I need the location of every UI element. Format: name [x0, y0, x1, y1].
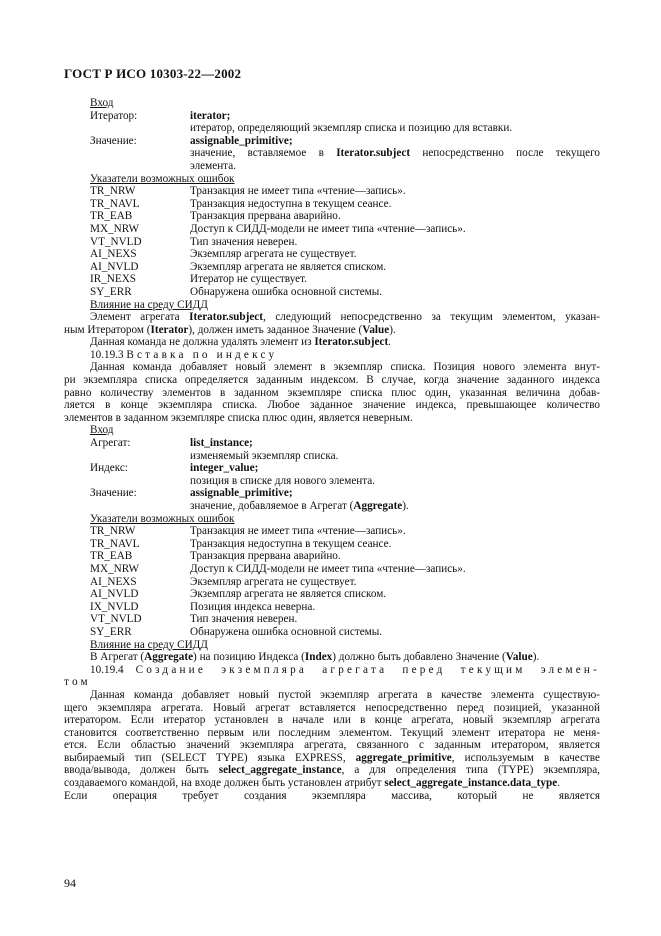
param-desc: итератор, определяющий экземпляр списка и позицию для вставки. [190, 122, 513, 135]
error-list [64, 525, 600, 638]
error-text: Транзакция прервана аварийно. [190, 210, 341, 223]
errors-heading: Указатели возможных ошибок [90, 172, 235, 185]
effect-paragraph: Данная команда не должна удалять элемент из Iterator.subject. [90, 336, 391, 349]
param-row [64, 462, 600, 475]
error-row [64, 613, 600, 626]
error-code: AI_NVLD [90, 260, 139, 273]
section-line: Данная команда добавляет новый элемент в экземпляр списка. Позиция нового элемента внут- [90, 361, 600, 374]
input-heading: Вход [90, 424, 114, 437]
error-text: Транзакция не имеет типа «чтение—запись». [190, 185, 406, 198]
effect-paragraph-cont: ным Итератором (Iterator), должен иметь заданное Значение (Value). [64, 323, 396, 336]
param-desc: позиция в списке для нового элемента. [190, 474, 376, 487]
param-label: Агрегат: [90, 437, 131, 450]
error-text: Тип значения неверен. [190, 235, 298, 248]
param-desc: значение, добавляемое в Агрегат (Aggregate). [190, 500, 409, 512]
error-code: VT_NVLD [90, 235, 142, 248]
page-content [64, 97, 600, 802]
error-text: Экземпляр агрегата не является списком. [190, 260, 387, 273]
param-label: Итератор: [90, 109, 138, 122]
error-row [64, 273, 600, 286]
error-row [64, 248, 600, 261]
error-row [64, 538, 600, 551]
error-text: Доступ к СИДД-модели не имеет типа «чтение—запись». [190, 562, 466, 575]
section-line: ввода/вывода, должен быть select_aggregate_instance, а для определения типа (TYPE) экземпляра, [64, 764, 600, 777]
error-row [64, 525, 600, 538]
param-label: Значение: [90, 134, 137, 147]
error-row [64, 588, 600, 601]
section-heading: 10.19.3 Вставка по индексу [90, 348, 278, 361]
param-row [64, 110, 600, 123]
error-code: TR_NAVL [90, 537, 140, 550]
param-type: assignable_primitive; [190, 134, 293, 147]
error-row [64, 550, 600, 563]
param-type: integer_value; [190, 462, 259, 475]
param-label: Значение: [90, 487, 137, 500]
error-code: MX_NRW [90, 222, 140, 235]
error-text: Транзакция не имеет типа «чтение—запись». [190, 525, 406, 538]
error-code: AI_NEXS [90, 248, 137, 261]
section-line: становится соответственно первым или последним элементом. Текущий элемент итератора не меня- [64, 726, 600, 739]
section-line: итератором. Если итератор установлен в начале или в конце агрегата, новый экземпляр агрегата [64, 714, 600, 727]
param-type: assignable_primitive; [190, 487, 293, 500]
section-line: ри экземпляра списка определяется заданным индексом. В случае, когда значение заданного индекса [64, 374, 600, 387]
param-row [64, 135, 600, 148]
section-heading-cont: том [64, 676, 91, 689]
section-line: выбираемый тип (SELECT TYPE) языка EXPRESS, aggregate_primitive, используемым в качестве [64, 751, 600, 764]
error-text: Позиция индекса неверна. [190, 600, 316, 613]
param-row [64, 437, 600, 450]
section-line: Если операция требует создания экземпляра массива, который не является [64, 789, 600, 802]
param-desc: изменяемый экземпляр списка. [190, 449, 339, 462]
section-line: равно количеству элементов в заданном экземпляре списка плюс один, указанная величина добав- [64, 386, 600, 399]
error-row [64, 210, 600, 223]
error-code: TR_EAB [90, 550, 133, 563]
error-row [64, 563, 600, 576]
error-text: Тип значения неверен. [190, 613, 298, 626]
error-text: Экземпляр агрегата не является списком. [190, 588, 387, 601]
param-desc-cont: элемента. [190, 159, 236, 172]
error-text: Транзакция недоступна в текущем сеансе. [190, 197, 392, 210]
section-line: ется. Если областью значений экземпляра агрегата, связанного с заданным итератором, является [64, 739, 600, 752]
section-line: создаваемого командой, на входе должен быть установлен атрибут select_aggregate_instance.data_type. [64, 777, 560, 790]
param-label: Индекс: [90, 462, 128, 475]
error-code: IR_NEXS [90, 273, 136, 286]
effect-paragraph: В Агрегат (Aggregate) на позицию Индекса (Index) должно быть добавлено Значение (Value). [90, 651, 540, 664]
page-header: ГОСТ Р ИСО 10303-22—2002 [64, 66, 242, 81]
errors-heading: Указатели возможных ошибок [90, 512, 235, 525]
error-code: VT_NVLD [90, 613, 142, 626]
section-line: Данная команда добавляет новый пустой экземпляр агрегата в качестве элемента существую- [90, 688, 600, 701]
effect-heading: Влияние на среду СИДД [90, 298, 208, 311]
error-text: Транзакция прервана аварийно. [190, 550, 341, 563]
error-code: MX_NRW [90, 562, 140, 575]
error-code: TR_NRW [90, 525, 136, 538]
error-row [64, 185, 600, 198]
error-code: AI_NVLD [90, 588, 139, 601]
error-code: SY_ERR [90, 285, 132, 298]
error-code: AI_NEXS [90, 575, 137, 588]
effect-heading: Влияние на среду СИДД [90, 638, 208, 651]
param-row [64, 487, 600, 500]
input-heading: Вход [90, 97, 114, 109]
error-code: TR_EAB [90, 210, 133, 223]
error-row [64, 198, 600, 211]
error-row [64, 626, 600, 639]
error-row [64, 576, 600, 589]
error-text: Транзакция недоступна в текущем сеансе. [190, 537, 392, 550]
error-row [64, 601, 600, 614]
section-heading: 10.19.4 Создание экземпляра агрегата перед текущим элемен- [90, 663, 600, 676]
error-text: Обнаружена ошибка основной системы. [190, 625, 383, 638]
param-type: list_instance; [190, 437, 253, 450]
error-row [64, 236, 600, 249]
error-code: TR_NRW [90, 185, 136, 198]
error-text: Итератор не существует. [190, 273, 307, 286]
error-row [64, 223, 600, 236]
error-text: Обнаружена ошибка основной системы. [190, 285, 383, 298]
error-code: IX_NVLD [90, 600, 139, 613]
error-text: Доступ к СИДД-модели не имеет типа «чтение—запись». [190, 222, 466, 235]
error-text: Экземпляр агрегата не существует. [190, 575, 357, 588]
error-row [64, 286, 600, 299]
section-line: элементов в заданном экземпляре списка плюс один, является неверным. [64, 411, 413, 424]
section-line: щего экземпляра агрегата. Новый агрегат вставляется непосредственно перед позицией, указанной [64, 701, 600, 714]
section-line: ляется в конце экземпляра списка. Любое заданное значение индекса, превышающее количество [64, 399, 600, 412]
error-row [64, 261, 600, 274]
error-code: TR_NAVL [90, 197, 140, 210]
error-code: SY_ERR [90, 625, 132, 638]
section-paragraph [64, 361, 600, 424]
error-list [64, 185, 600, 298]
page-number: 94 [64, 876, 76, 890]
error-text: Экземпляр агрегата не существует. [190, 248, 357, 261]
effect-paragraph: Элемент агрегата Iterator.subject, следующий непосредственно за текущим элементом, указан- [90, 311, 600, 324]
param-type: iterator; [190, 109, 231, 122]
param-desc: значение, вставляемое в Iterator.subject непосредственно после текущего [190, 147, 600, 160]
